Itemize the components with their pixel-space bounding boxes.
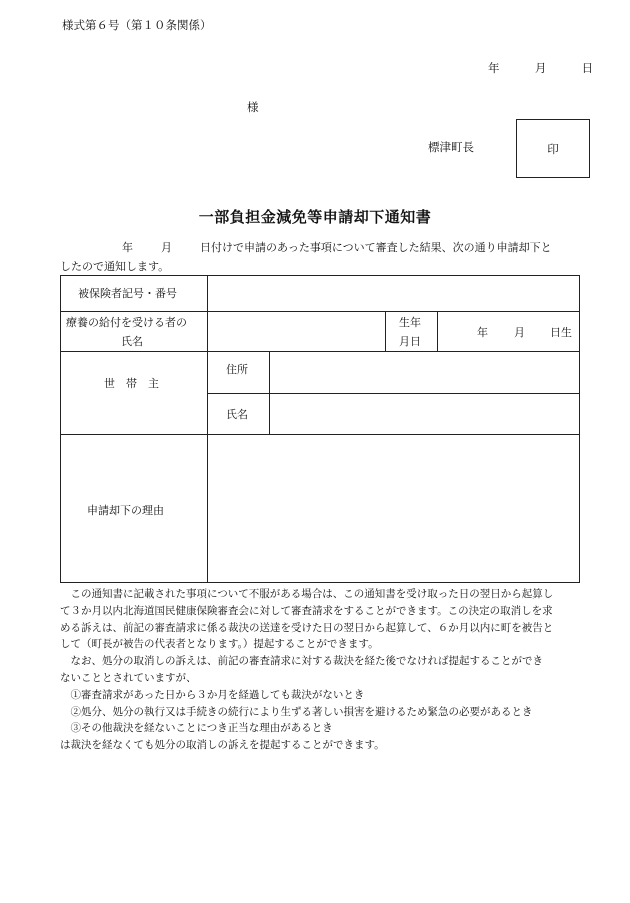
issue-date-day: 日 <box>581 61 594 75</box>
col-divider-address <box>269 351 270 435</box>
table-border-bottom <box>60 582 580 583</box>
name-label: 氏名 <box>226 408 248 421</box>
note-line: は裁決を経なくても処分の取消しの訴えを提起することができます。 <box>60 739 385 752</box>
note-line: この通知書に記載された事項について不服がある場合は、この通知書を受け取った日の翌日から起算し <box>60 588 554 600</box>
seal-label: 印 <box>547 141 559 156</box>
col-divider-birth-right <box>437 311 438 352</box>
birth-label-line-1: 生年 <box>399 316 421 329</box>
table-border-right <box>579 275 580 583</box>
note-line: ③その他裁決を経ないことにつき正当な理由があるとき <box>60 722 333 735</box>
issuer-name: 標津町長 <box>428 140 474 154</box>
table-border-top <box>60 275 580 276</box>
col-divider-birth-left <box>385 311 386 352</box>
recipient-label-line-1: 療養の給付を受ける者の <box>66 316 187 329</box>
seal-box <box>516 119 590 178</box>
intro-month: 月 <box>161 241 172 254</box>
insured-number-label: 被保険者記号・番号 <box>78 287 177 300</box>
birth-year-label: 年 <box>477 326 488 339</box>
intro-line-2: したので通知します。 <box>60 260 170 273</box>
row-divider-1 <box>60 311 580 312</box>
intro-paragraph <box>60 238 584 276</box>
note-line: て３か月以内北海道国民健康保険審査会に対して審査請求をすることができます。この決定の取消しを求 <box>60 604 553 617</box>
intro-line-1-text: 日付けで申請のあった事項について審査した結果、次の通り申請却下と <box>200 241 552 254</box>
note-line: なお、処分の取消しの訴えは、前記の審査請求に対する裁決を経た後でなければ提起することができ <box>60 655 543 668</box>
col-divider-label <box>207 275 208 583</box>
address-label: 住所 <box>226 363 248 376</box>
row-divider-3 <box>207 393 580 394</box>
notice-notes <box>60 586 590 754</box>
issue-date <box>488 60 593 76</box>
form-number: 様式第６号（第１０条関係） <box>62 18 212 32</box>
note-line: ②処分、処分の執行又は手続きの続行により生ずる著しい損害を避けるため緊急の必要があるとき <box>60 705 533 718</box>
recipient-label-line-2: 氏名 <box>121 335 143 348</box>
note-line: める訴えは、前記の審査請求に係る裁決の送達を受けた日の翌日から起算して、６か月以内に町を被告と <box>60 621 554 634</box>
row-divider-4 <box>60 434 580 435</box>
note-line: ①審査請求があった日から３か月を経過しても裁決がないとき <box>60 688 365 701</box>
birth-month-label: 月 <box>514 326 525 339</box>
document-title: 一部負担金減免等申請却下通知書 <box>198 208 432 226</box>
issue-date-month: 月 <box>534 61 547 75</box>
householder-label: 世 帯 主 <box>104 377 159 390</box>
note-line: して（町長が被告の代表者となります。）提起することができます。 <box>60 638 379 651</box>
intro-year: 年 <box>122 241 133 254</box>
table-border-left <box>60 275 61 583</box>
note-line: ないこととされていますが、 <box>60 671 197 684</box>
intro-line-1 <box>60 238 584 257</box>
birth-label-line-2: 月日 <box>399 335 421 348</box>
addressee-suffix: 様 <box>247 100 259 114</box>
row-divider-2 <box>60 351 580 352</box>
issue-date-year: 年 <box>488 61 500 75</box>
rejection-reason-label: 申請却下の理由 <box>87 504 164 517</box>
birth-day-label: 日生 <box>550 326 572 339</box>
